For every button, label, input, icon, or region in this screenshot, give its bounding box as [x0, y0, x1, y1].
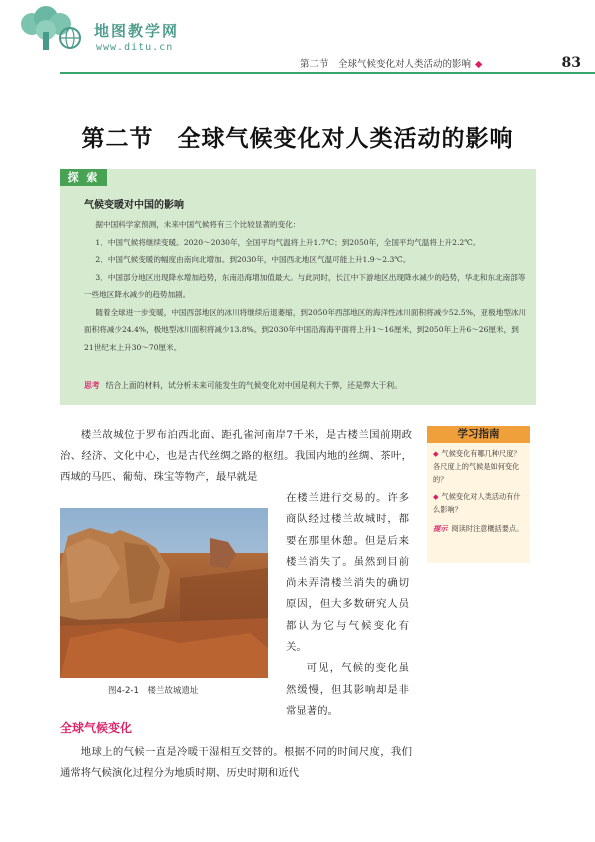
- ruins-image: [60, 508, 268, 678]
- tip-label: 提示: [433, 524, 448, 533]
- diamond-icon: ◆: [433, 449, 439, 458]
- figure-caption: 图4-2-1 楼兰故城遗址: [108, 686, 199, 696]
- diamond-icon: ◆: [475, 59, 483, 70]
- explore-paragraph: 据中国科学家预测，未来中国气候将有三个比较显著的变化：: [95, 220, 301, 229]
- learning-guide-box: [427, 426, 530, 563]
- guide-tip: [427, 522, 530, 535]
- guide-item: [427, 447, 530, 486]
- explore-paragraph: 随着全球进一步变暖，中国西部地区的冰川将继续后退萎缩，到2050年西部地区的海洋性冰川面积将减少52.5%，亚极地型冰川面积将减少24.4%，极地型冰川面积将减少13.8%。到2030年中国沿海海平面将上升1～16厘米，到2050年上升6～26厘米，到21世纪末上升30～70厘米。: [84, 307, 527, 352]
- explore-tab: 探 索: [60, 169, 107, 186]
- body-paragraph: 地球上的气候一直是冷暖干湿相互交替的。根据不同的时间尺度，我们通常将气候演化过程分为地质时期、历史时期和近代: [60, 746, 412, 779]
- page-number: 83: [561, 55, 581, 71]
- explore-paragraph: 1．中国气候将继续变暖。2020～2030年，全国平均气温将上升1.7℃；到2050年，全国平均气温将上升2.2℃。: [95, 237, 481, 247]
- body-paragraph: 可见，气候的变化虽然缓慢，但其影响却是非常显著的。: [286, 662, 409, 717]
- guide-item-text: 气候变化有哪几种尺度？各尺度上的气候是如何变化的？: [433, 449, 521, 484]
- body-paragraph: 在楼兰进行交易的。许多商队经过楼兰故城时，都要在那里休憩。但是后来楼兰消失了。虽然到目前尚未弄清楼兰消失的确切原因，但大多数研究人员都认为它与气候变化有关。: [286, 492, 409, 654]
- running-header-label: 第二节 全球气候变化对人类活动的影响: [300, 59, 472, 70]
- page-title: 第二节 全球气候变化对人类活动的影响: [81, 125, 514, 152]
- think-prompt: [84, 380, 528, 391]
- diamond-icon: ◆: [433, 492, 439, 501]
- think-text: 结合上面的材料，试分析未来可能发生的气候变化对中国是利大于弊，还是弊大于利。: [105, 381, 402, 390]
- guide-item: [427, 490, 530, 516]
- loulan-ruins-photo: [60, 508, 268, 678]
- body-paragraph-loulan: [60, 425, 412, 488]
- section-title: 全球气候变化: [60, 721, 133, 735]
- watermark-title: 地图教学网: [94, 22, 180, 40]
- body-side-column: [286, 488, 409, 722]
- watermark-url: www.ditu.cn: [96, 42, 174, 53]
- think-label: 思考: [84, 381, 100, 390]
- running-header: [300, 56, 482, 70]
- tip-text: 阅读时注意概括要点。: [451, 524, 524, 533]
- guide-item-text: 气候变化对人类活动有什么影响？: [433, 492, 521, 514]
- header-rule: [60, 72, 595, 74]
- section-body: [60, 742, 412, 784]
- body-paragraph: 楼兰故城位于罗布泊西北面、距孔雀河南岸7千米，是古楼兰国前期政治、经济、文化中心，也是古代丝绸之路的枢纽。我国内地的丝绸、茶叶，西域的马匹、葡萄、珠宝等物产，最早就是: [60, 429, 412, 483]
- explore-body: [84, 216, 528, 356]
- tree-logo-icon: [12, 6, 92, 56]
- explore-paragraph: 2．中国气候变暖的幅度由南向北增加。到2030年，中国西北地区气温可能上升1.9～2.3℃。: [95, 255, 411, 264]
- watermark-logo: [12, 6, 202, 56]
- explore-heading: 气候变暖对中国的影响: [84, 200, 184, 211]
- learning-guide-title: 学习指南: [427, 426, 530, 443]
- explore-paragraph: 3．中国部分地区出现降水增加趋势，东南沿海增加值最大。与此同时，长江中下游地区出现降水减少的趋势，华北和东北南部等一些地区降水减少的趋势加剧。: [84, 272, 526, 299]
